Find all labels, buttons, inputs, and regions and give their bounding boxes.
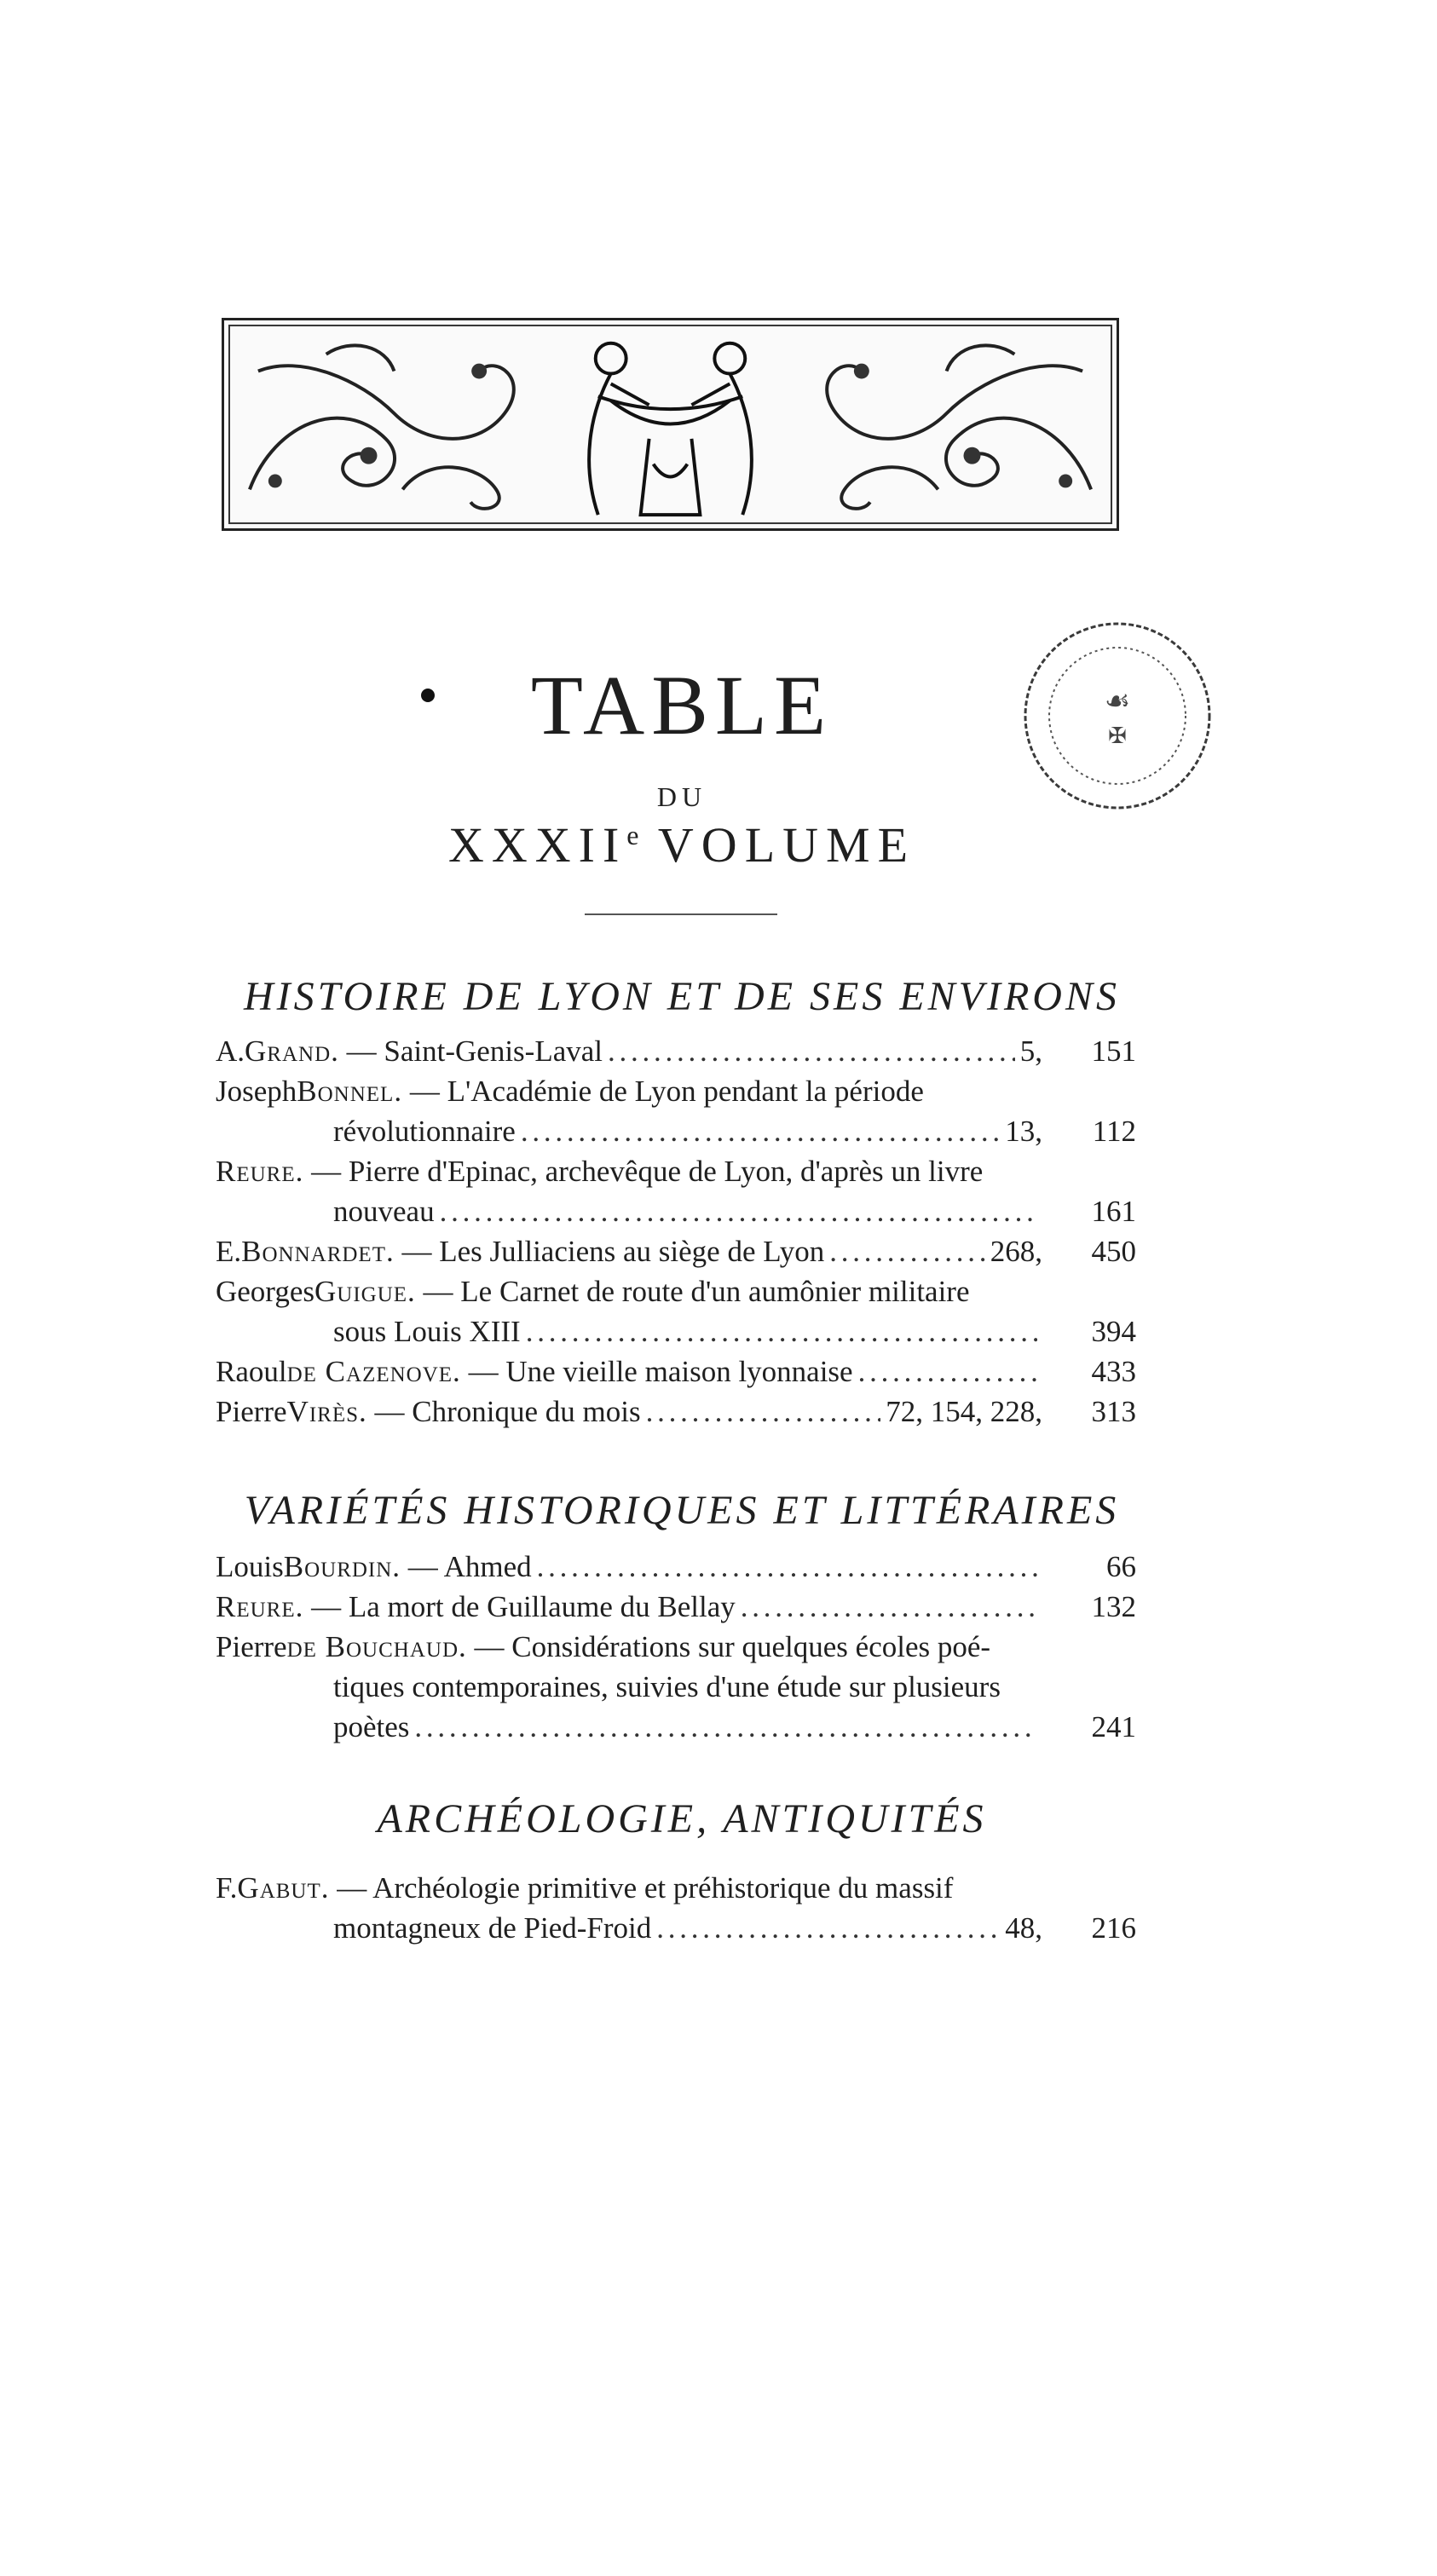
entry-title: — Le Carnet de route d'un aumônier militaire bbox=[423, 1275, 970, 1308]
svg-text:☙: ☙ bbox=[1104, 686, 1131, 717]
page-title: TABLE bbox=[530, 658, 834, 752]
author-name: Guigue. bbox=[315, 1275, 416, 1308]
section-heading-archeologie: ARCHÉOLOGIE, ANTIQUITÉS bbox=[377, 1796, 987, 1841]
ornamental-header-band bbox=[222, 318, 1119, 531]
toc-entry bbox=[216, 1351, 1136, 1392]
author-name: Virès. bbox=[286, 1395, 367, 1428]
entry-page: 313 bbox=[1091, 1395, 1136, 1428]
entry-title: — Archéologie primitive et préhistorique du massif bbox=[337, 1871, 954, 1905]
author-first: Pierre bbox=[216, 1395, 287, 1428]
entry-title: — Ahmed bbox=[407, 1550, 532, 1583]
entry-page: 433 bbox=[1091, 1355, 1136, 1388]
section-heading-varietes: VARIÉTÉS HISTORIQUES ET LITTÉRAIRES bbox=[244, 1488, 1120, 1533]
author-first: F. bbox=[216, 1871, 238, 1905]
dot-leader bbox=[608, 1031, 1015, 1071]
author-name: Reure. bbox=[216, 1155, 304, 1188]
entry-refs: 13, bbox=[1005, 1115, 1042, 1148]
title-rule bbox=[585, 913, 777, 915]
entry-refs: 48, bbox=[1005, 1911, 1042, 1945]
dot-leader bbox=[829, 1231, 985, 1271]
author-first: Raoul bbox=[216, 1355, 287, 1388]
entry-title: — Chronique du mois bbox=[374, 1395, 641, 1428]
entry-refs: 72, 154, 228, bbox=[886, 1395, 1042, 1428]
author-name: Gabut. bbox=[237, 1871, 330, 1905]
svg-text:✠: ✠ bbox=[1108, 723, 1127, 748]
toc-entry bbox=[216, 1071, 1136, 1151]
volume-word: VOLUME bbox=[657, 817, 916, 873]
author-first: A. bbox=[216, 1034, 245, 1068]
author-name: de Bouchaud. bbox=[286, 1630, 467, 1663]
entry-title: — Saint-Genis-Laval bbox=[346, 1034, 603, 1068]
toc-entry bbox=[216, 1031, 1136, 1071]
dot-leader bbox=[414, 1707, 1037, 1747]
author-name: Bourdin. bbox=[283, 1550, 401, 1583]
toc-entry bbox=[216, 1868, 1136, 1948]
toc-entry bbox=[216, 1627, 1136, 1747]
author-name: Grand. bbox=[245, 1034, 339, 1068]
entry-title: — La mort de Guillaume du Bellay bbox=[311, 1590, 736, 1623]
entry-title-cont: sous Louis XIII bbox=[333, 1315, 521, 1348]
entry-title-cont: poètes bbox=[333, 1710, 410, 1743]
section-entries-varietes bbox=[216, 1547, 1136, 1747]
toc-entry bbox=[216, 1271, 1136, 1351]
section-heading-histoire: HISTOIRE DE LYON ET DE SES ENVIRONS bbox=[244, 974, 1120, 1019]
dot-leader bbox=[646, 1392, 881, 1432]
toc-entry bbox=[216, 1392, 1136, 1432]
author-first: E. bbox=[216, 1235, 242, 1268]
author-name: Bonnardet. bbox=[241, 1235, 395, 1268]
dot-leader bbox=[521, 1111, 1000, 1151]
entry-page: 216 bbox=[1091, 1911, 1136, 1945]
author-first: Joseph bbox=[216, 1075, 297, 1108]
entry-title-cont: nouveau bbox=[333, 1195, 435, 1228]
toc-entry bbox=[216, 1587, 1136, 1627]
entry-page: 66 bbox=[1106, 1550, 1136, 1583]
volume-roman: XXXII bbox=[447, 817, 627, 873]
entry-title: — Considérations sur quelques écoles poé- bbox=[474, 1630, 991, 1663]
entry-refs: 268, bbox=[990, 1235, 1042, 1268]
volume-suffix: e bbox=[626, 820, 639, 850]
entry-title-cont: révolutionnaire bbox=[333, 1115, 516, 1148]
entry-page: 151 bbox=[1091, 1034, 1136, 1068]
ornament-scroll-icon bbox=[224, 320, 1117, 528]
dot-leader bbox=[858, 1351, 1037, 1392]
entry-page: 161 bbox=[1091, 1195, 1136, 1228]
dot-leader bbox=[656, 1908, 1000, 1948]
entry-refs: 5, bbox=[1019, 1034, 1042, 1068]
toc-entry bbox=[216, 1151, 1136, 1231]
entry-page: 241 bbox=[1091, 1710, 1136, 1743]
entry-page: 450 bbox=[1091, 1235, 1136, 1268]
author-name: Bonnel. bbox=[297, 1075, 403, 1108]
author-first: Georges bbox=[216, 1275, 315, 1308]
toc-entry bbox=[216, 1547, 1136, 1587]
volume-title bbox=[0, 816, 1364, 873]
entry-title: — Une vieille maison lyonnaise bbox=[468, 1355, 853, 1388]
section-entries-archeologie bbox=[216, 1868, 1136, 1948]
author-name: de Cazenove. bbox=[286, 1355, 461, 1388]
entry-page: 394 bbox=[1091, 1315, 1136, 1348]
entry-title: — L'Académie de Lyon pendant la période bbox=[409, 1075, 924, 1108]
entry-title-cont: montagneux de Pied-Froid bbox=[333, 1911, 652, 1945]
section-entries-histoire bbox=[216, 1031, 1136, 1432]
entry-page: 132 bbox=[1091, 1590, 1136, 1623]
author-first: Pierre bbox=[216, 1630, 287, 1663]
dot-leader bbox=[741, 1587, 1037, 1627]
dot-leader bbox=[526, 1311, 1037, 1351]
dot-leader bbox=[440, 1191, 1037, 1231]
dot-leader bbox=[537, 1547, 1037, 1587]
author-first: Louis bbox=[216, 1550, 284, 1583]
entry-title-cont: tiques contemporaines, suivies d'une étude sur plusieurs bbox=[333, 1670, 1001, 1703]
entry-title: — Pierre d'Epinac, archevêque de Lyon, d'après un livre bbox=[311, 1155, 984, 1188]
entry-page: 112 bbox=[1092, 1115, 1136, 1148]
author-name: Reure. bbox=[216, 1590, 304, 1623]
toc-entry bbox=[216, 1231, 1136, 1271]
entry-title: — Les Julliaciens au siège de Lyon bbox=[401, 1235, 825, 1268]
title-du: DU bbox=[656, 781, 707, 812]
